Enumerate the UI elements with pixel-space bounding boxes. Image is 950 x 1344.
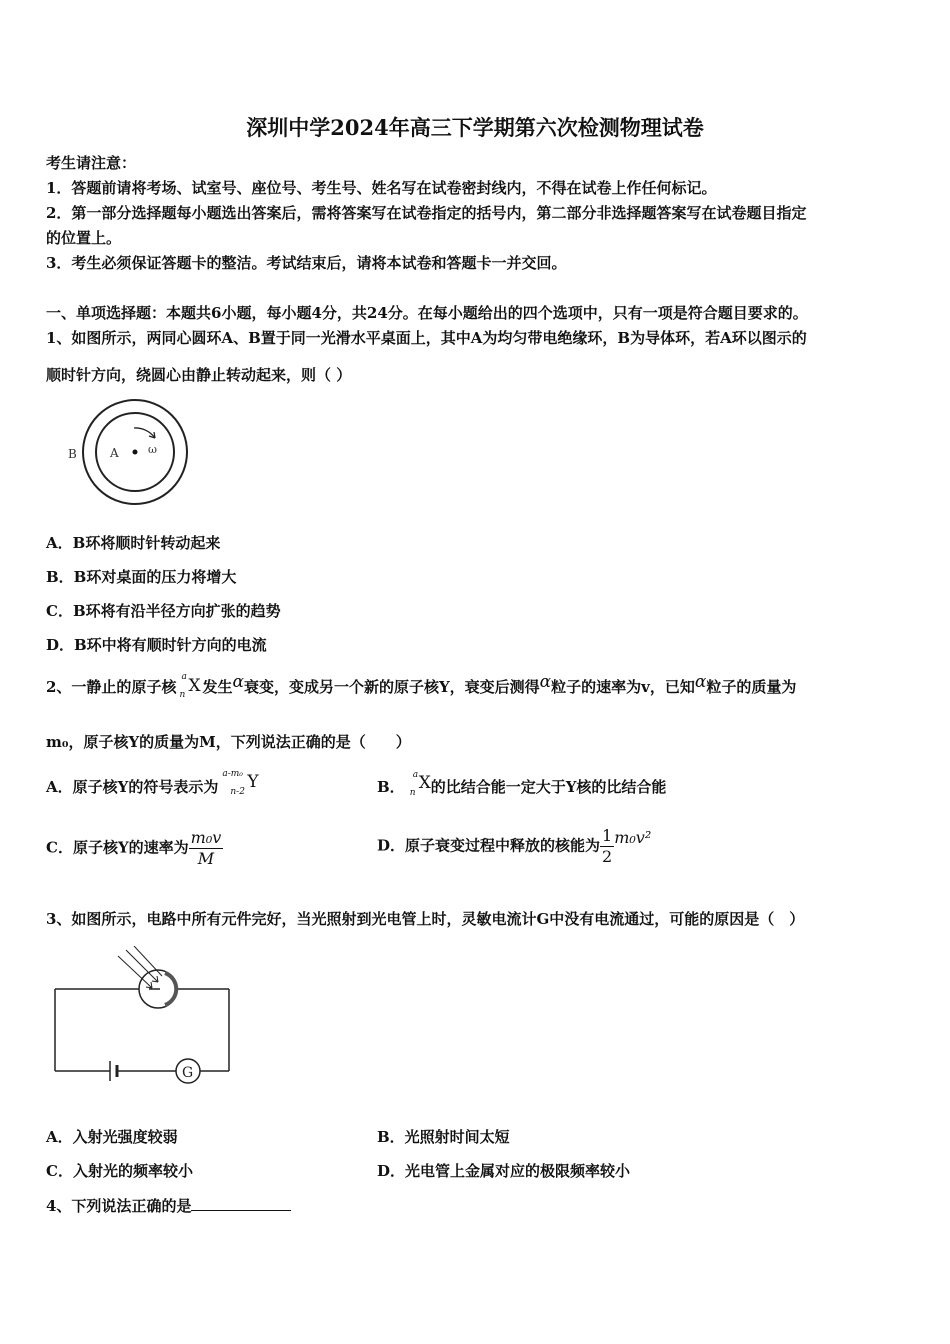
q2-text-1: 2、一静止的原子核 — [46, 678, 177, 696]
q2-stem-line2: m₀，原子核Y的质量为M，下列说法正确的是（ ） — [46, 733, 411, 751]
q2-option-b — [377, 770, 667, 798]
q4-stem — [46, 1195, 291, 1216]
q1-option-b: B．B环对桌面的压力将增大 — [46, 568, 237, 586]
symbol-y: Y — [247, 772, 259, 792]
q1-option-d: D．B环中将有顺时针方向的电流 — [46, 636, 267, 654]
ring-center — [133, 450, 138, 455]
notice-item-2-cont: 的位置上。 — [46, 229, 122, 247]
q2-option-a — [46, 769, 262, 799]
label-b: B — [68, 447, 77, 461]
q3-circuit-figure — [52, 946, 237, 1086]
q1-option-a: A．B环将顺时针转动起来 — [46, 534, 221, 552]
y-mass-number: a-m₀ — [222, 769, 243, 779]
notice-heading: 考生请注意： — [46, 154, 137, 172]
answer-blank[interactable] — [191, 1196, 291, 1211]
q2-stem-line1 — [46, 672, 797, 700]
symbol-x-b: X — [418, 773, 431, 793]
q2-text-2: 发生 — [202, 678, 233, 696]
q2-option-d — [377, 826, 651, 867]
q3-option-b: B．光照射时间太短 — [377, 1128, 510, 1146]
q2-option-b-text: 的比结合能一定大于Y核的比结合能 — [430, 778, 667, 796]
q1-stem-line1: 1、如图所示，两同心圆环A、B置于同一光滑水平桌面上，其中A为均匀带电绝缘环，B为导体环，若A环以图示的 — [46, 329, 807, 347]
q2-option-a-text: A．原子核Y的符号表示为 — [46, 778, 219, 796]
q1-ring-figure — [62, 398, 192, 508]
q3-option-d: D．光电管上金属对应的极限频率较小 — [377, 1162, 631, 1180]
alpha-symbol-1: α — [232, 672, 244, 692]
velocity-fraction — [189, 828, 224, 869]
q3-option-c: C．入射光的频率较小 — [46, 1162, 193, 1180]
q3-stem: 3、如图所示，电路中所有元件完好，当光照射到光电管上时，灵敏电流计G中没有电流通过，可能的原因是（ ） — [46, 910, 805, 928]
q2-text-3: 衰变，变成另一个新的原子核Y，衰变后测得 — [243, 678, 540, 696]
q1-option-c: C．B环将有沿半径方向扩张的趋势 — [46, 602, 281, 620]
mass-number: a — [181, 672, 187, 682]
q2-text-4: 粒子的速率为v，已知 — [551, 678, 695, 696]
q4-stem-text: 4、下列说法正确的是 — [46, 1197, 192, 1215]
q3-option-a: A．入射光强度较弱 — [46, 1128, 178, 1146]
q2-option-c-text: C．原子核Y的速率为 — [46, 838, 189, 857]
alpha-symbol-2: α — [539, 672, 552, 692]
q2-text-5: 粒子的质量为 — [706, 678, 797, 696]
section-heading: 一、单项选择题：本题共6小题，每小题4分，共24分。在每小题给出的四个选项中，只有一项是符合题目要求的。 — [46, 304, 808, 322]
x-atomic-number: n — [409, 788, 416, 798]
nuclide-y — [218, 769, 262, 799]
q1-stem-line2: 顺时针方向，绕圆心由静止转动起来，则（ ） — [46, 366, 352, 384]
q2-option-c — [46, 828, 223, 869]
label-omega: ω — [148, 443, 157, 456]
galvanometer-label: G — [182, 1065, 194, 1081]
notice-item-1: 1．答题前请将考场、试室号、座位号、考生号、姓名写在试卷密封线内，不得在试卷上作任何标记。 — [46, 179, 717, 197]
nuclide-x-b — [405, 770, 431, 798]
energy-expression: m₀v² — [614, 827, 652, 847]
notice-item-2: 2．第一部分选择题每小题选出答案后，需将答案写在试卷指定的括号内，第二部分非选择题答案写在试卷题目指定 — [46, 204, 807, 222]
atomic-number: n — [179, 690, 186, 700]
notice-item-3: 3．考生必须保证答题卡的整洁。考试结束后，请将本试卷和答题卡一并交回。 — [46, 254, 567, 272]
y-atomic-number: n-2 — [230, 787, 245, 797]
label-a: A — [110, 446, 119, 460]
half-fraction — [600, 826, 614, 867]
x-mass-number: a — [412, 770, 419, 780]
nuclide-x — [176, 672, 202, 700]
light-ray-1 — [118, 956, 152, 988]
symbol-x: X — [188, 676, 201, 696]
alpha-symbol-3: α — [694, 672, 707, 692]
half-denominator: 2 — [602, 847, 613, 866]
fraction-numerator: m₀v — [190, 828, 222, 847]
half-numerator: 1 — [602, 826, 613, 845]
page-title: 深圳中学2024年高三下学期第六次检测物理试卷 — [246, 115, 704, 140]
fraction-denominator: M — [197, 849, 215, 868]
q2-option-b-label: B． — [377, 778, 405, 796]
q2-option-d-text: D．原子衰变过程中释放的核能为 — [377, 836, 601, 855]
